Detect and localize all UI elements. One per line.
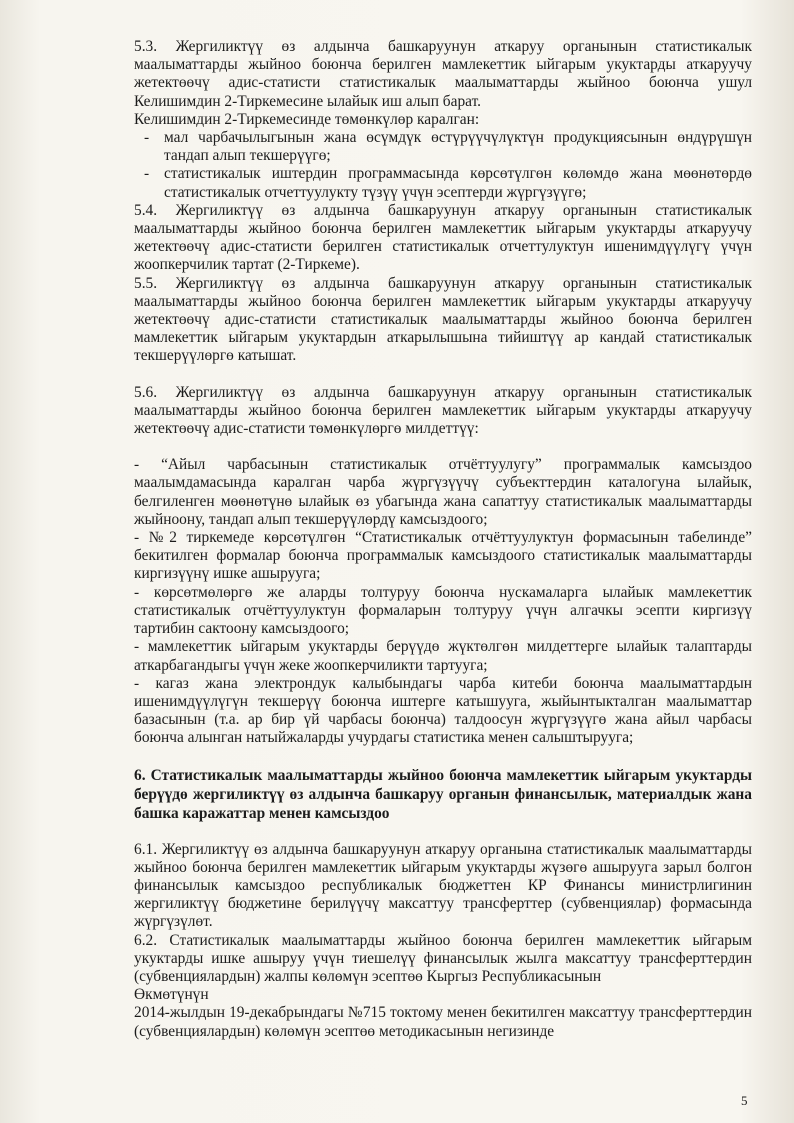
list-item: - статистикалык иштердин программасында көрсөтүлгөн көлөмдө жана мөөнөтөрдө статистикалык отчеттуулукту түзүү үчүн эсептерди жүргүзүүгө;: [134, 165, 752, 201]
section-5-5: 5.5. Жергиликтүү өз алдынча башкаруунун аткаруу органынын статистикалык маалыматтарды жыйноо боюнча берилген мамлекеттик ыйгарым укуктарды аткаруучу жетектөөчү адис-статисти статистикалык маалыматтарды жыйноо боюнча берилген мамлекеттик ыйгарым укуктардын аткарылышына тийиштүү ар кандай статистикалык текшерүүлөргө катышат.: [134, 274, 752, 365]
list-item: - мал чарбачылыгынын жана өсүмдүк өстүрүүчүлүктүн продукциясынын өндүрүшүн тандап алып текшерүүгө;: [134, 129, 752, 165]
section-6-heading: 6. Статистикалык маалыматтарды жыйноо боюнча мамлекеттик ыйгарым укуктарды берүүдө жергиликтүү өз алдынча башкаруу органын финансылык, материалдык жана башка каражаттар менен камсыздоо: [134, 766, 752, 822]
section-5-4: 5.4. Жергиликтүү өз алдынча башкаруунун аткаруу органынын статистикалык маалыматтарды жыйноо боюнча берилген мамлекеттик ыйгарым укуктарды аткаруучу жетектөөчү адис-статисти берилген статистикалык отчеттулуктун ишенимдүүлүгү үчүн жоопкерчилик тартат (2-Тиркеме).: [134, 201, 752, 274]
section-5-6: 5.6. Жергиликтүү өз алдынча башкаруунун аткаруу органынын статистикалык маалыматтарды жыйноо боюнча берилген мамлекеттик ыйгарым укуктарды аткаруучу жетектөөчү адис-статисти төмөнкүлөргө милдеттүү:: [134, 383, 752, 438]
section-5-3-list: [134, 129, 752, 202]
section-6-2-word: Өкмөтүнүн: [134, 986, 209, 1004]
list-item: - көрсөтмөлөргө же аларды толтуруу боюнча нускамаларга ылайык мамлекеттик статистикалык отчёттуулуктун формаларын толтуруу үчүн алгачкы эсепти киргизүү тартибин сактоону камсыздоого;: [134, 583, 752, 638]
section-5-3: 5.3. Жергиликтүү өз алдынча башкаруунун аткаруу органынын статистикалык маалыматтарды жыйноо боюнча берилген мамлекеттик ыйгарым укуктарды аткаруучу жетектөөчү адис-статисти статистикалык маалыматтарды жыйноо боюнча ушул Келишимдин 2-Тиркемесине ылайык иш алып барат.: [134, 38, 752, 110]
list-item: - №2 тиркемеде көрсөтүлгөн “Статистикалык отчёттуулуктун формасынын табелинде” бекитилген формалар боюнча программалык камсыздоого статистикалык маалыматтарды киргизүүнү ишке ашырууга;: [134, 529, 752, 583]
list-item: - “Айыл чарбасынын статистикалык отчёттуулугу” программалык камсыздоо маалымдамасында каралган чарба жүргүзүүчү субъекттердин каталогуна ылайык, белгиленген мөөнөтүнө ылайык өз убагында жана сапаттуу статистикалык маалыматтарды жыйноону, тандап алып текшерүүлөрдү камсыздоого;: [134, 456, 752, 528]
list-item: - кагаз жана электрондук калыбындагы чарба китеби боюнча маалыматтардын ишенимдүүлүгүн текшерүү боюнча иштерге катышууга, жыйынтыкталган маалыматтар базасынын (т.а. ар бир үй чарбасы боюнча) талдоосун жүргүзүүгө жана айыл чарбасы боюнча алынган натыйжаларды учурдагы статистика менен салыштырууга;: [134, 674, 752, 747]
document-body: [134, 38, 752, 1041]
page-number: 5: [741, 1093, 748, 1108]
section-6-1: 6.1. Жергиликтүү өз алдынча башкаруунун аткаруу органына статистикалык маалыматтарды жыйноо боюнча берилген мамлекеттик ыйгарым укуктарды жүзөгө ашырууга зарыл болгон финансылык камсыздоо республикалык бюджеттен КР Финансы министрлигинин жергиликтүү бюджетине берилүүчү максаттуу трансферттер (субвенциялар) формасында жүргүзүлөт.: [134, 840, 752, 931]
section-5-3-intro: Келишимдин 2-Тиркемесинде төмөнкүлөр каралган:: [134, 110, 480, 128]
section-6-2: 6.2. Статистикалык маалыматтарды жыйноо боюнча берилген мамлекеттик ыйгарым укуктарды ишке ашыруу үчүн тиешелүү финансылык жылга максаттуу трансферттердин (субвенциялардын) жалпы көлөмүн эсептөө Кыргыз Республикасынын: [134, 931, 752, 985]
section-6-2-continued: 2014-жылдын 19-декабрындагы №715 токтому менен бекитилген максаттуу трансферттердин (субвенциялардын) көлөмүн эсептөө методикасынын негизинде: [134, 1004, 752, 1040]
list-item: - мамлекеттик ыйгарым укуктарды берүүдө жүктөлгөн милдеттерге ылайык талаптарды аткарбагандыгы үчүн жеке жоопкерчиликти тартууга;: [134, 638, 752, 674]
